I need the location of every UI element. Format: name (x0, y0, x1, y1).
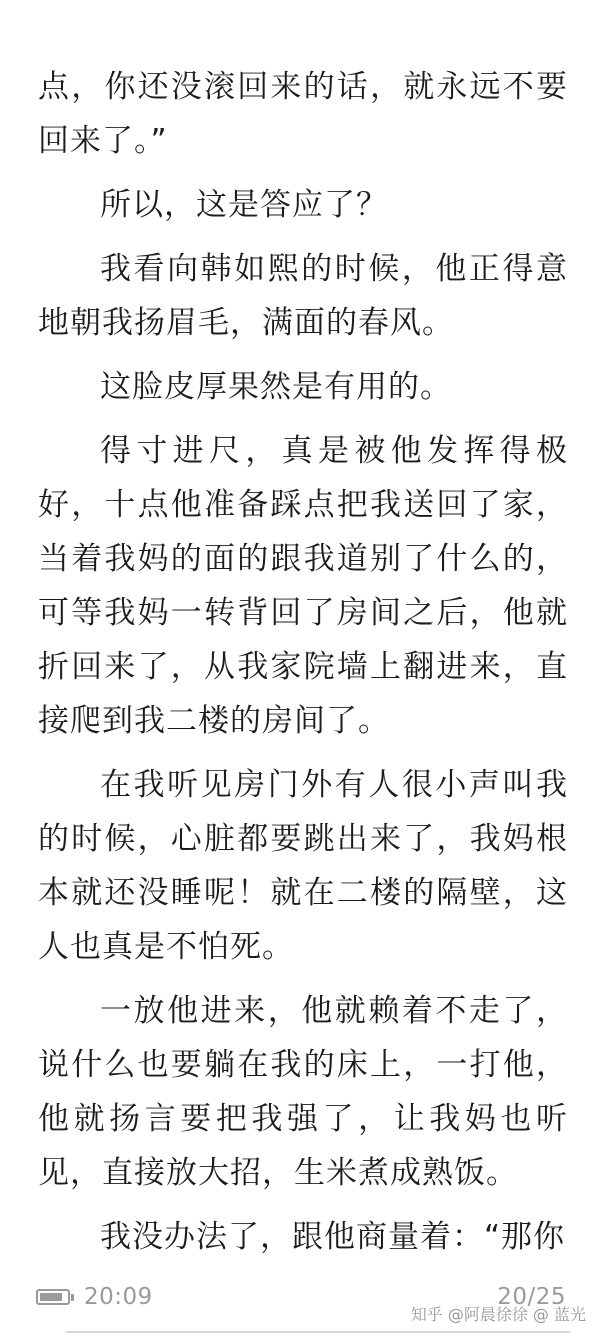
paragraph: 得寸进尺，真是被他发挥得极好，十点他准备踩点把我送回了家，当着我妈的面的跟我道别了什么的，可等我妈一转背回了房间之后，他就折回来了，从我家院墙上翻进来，直接爬到我二楼的房间了。 (38, 433, 568, 739)
battery-level (40, 1293, 62, 1301)
bottom-divider (66, 1331, 570, 1333)
paragraph: 一放他进来，他就赖着不走了，说什么也要躺在我的床上，一打他，他就扬言要把我强了，让我妈也听见，直接放大招，生米煮成熟饭。 (38, 993, 568, 1191)
chapter-text (38, 60, 568, 1274)
paragraph: 在我听见房门外有人很小声叫我的时候，心脏都要跳出来了，我妈根本就还没睡呢！就在二楼的隔壁，这人也真是不怕死。 (38, 767, 568, 965)
clock-time: 20:09 (84, 1284, 153, 1310)
paragraph: 我没办法了，跟他商量着：“那你 (100, 1219, 566, 1255)
paragraph: 所以，这是答应了？ (100, 187, 388, 223)
paragraph: 这脸皮厚果然是有用的。 (100, 369, 452, 405)
paragraph: 点，你还没滚回来的话，就永远不要回来了。” (38, 69, 568, 159)
battery-icon (36, 1289, 70, 1305)
page-indicator: 20/25 (497, 1284, 566, 1310)
battery-tip (71, 1294, 74, 1301)
watermark: 知乎 @阿晨徐徐 @ 蓝光 (410, 1305, 586, 1324)
paragraph: 我看向韩如熙的时候，他正得意地朝我扬眉毛，满面的春风。 (38, 251, 568, 341)
